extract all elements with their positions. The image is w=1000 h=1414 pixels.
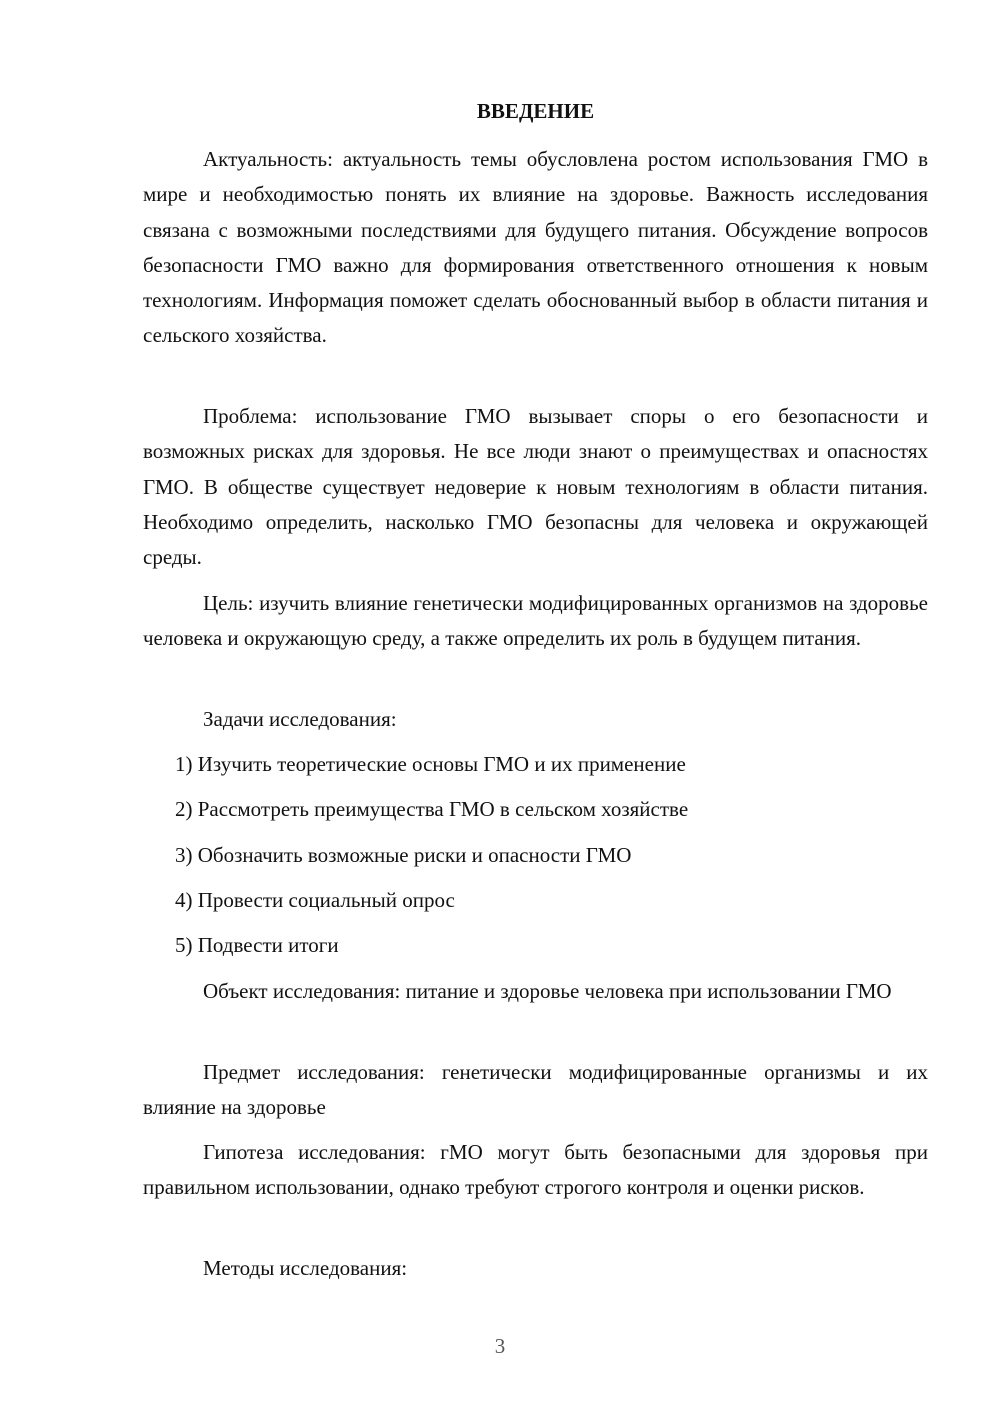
methods-heading: Методы исследования: [203,1256,408,1280]
page-number: 3 [494,1334,506,1358]
section-title: ВВЕДЕНИЕ [476,99,595,123]
task-item-1: 1) Изучить теоретические основы ГМО и их применение [175,752,686,776]
relevance-paragraph: Актуальность: актуальность темы обусловлена ростом использования ГМО в мире и необходимостью понять их влияние на здоровье. Важность исследования связана с возможными последствиями для будущего питания. Обсуждение вопросов безопасности ГМО важно для формирования ответственного отношения к новым технологиям. Информация поможет сделать обоснованный выбор в области питания и сельского хозяйства. [143,147,928,348]
task-item-3: 3) Обозначить возможные риски и опасности ГМО [175,843,632,867]
subject-paragraph: Предмет исследования: генетически модифицированные организмы и их влияние на здоровье [143,1060,928,1120]
problem-paragraph: Проблема: использование ГМО вызывает споры о его безопасности и возможных рисках для здоровья. Не все люди знают о преимуществах и опасностях ГМО. В обществе существует недоверие к новым технологиям в области питания. Необходимо определить, насколько ГМО безопасны для человека и окружающей среды. [143,404,928,570]
task-item-4: 4) Провести социальный опрос [175,888,455,912]
task-item-5: 5) Подвести итоги [175,933,339,957]
tasks-heading: Задачи исследования: [203,707,397,731]
hypothesis-paragraph: Гипотеза исследования: гМО могут быть безопасными для здоровья при правильном использовании, однако требуют строгого контроля и оценки рисков. [143,1140,928,1200]
task-item-2: 2) Рассмотреть преимущества ГМО в сельском хозяйстве [175,797,689,821]
object-paragraph: Объект исследования: питание и здоровье человека при использовании ГМО [203,979,892,1003]
goal-paragraph: Цель: изучить влияние генетически модифицированных организмов на здоровье человека и окружающую среду, а также определить их роль в будущем питания. [143,591,928,651]
